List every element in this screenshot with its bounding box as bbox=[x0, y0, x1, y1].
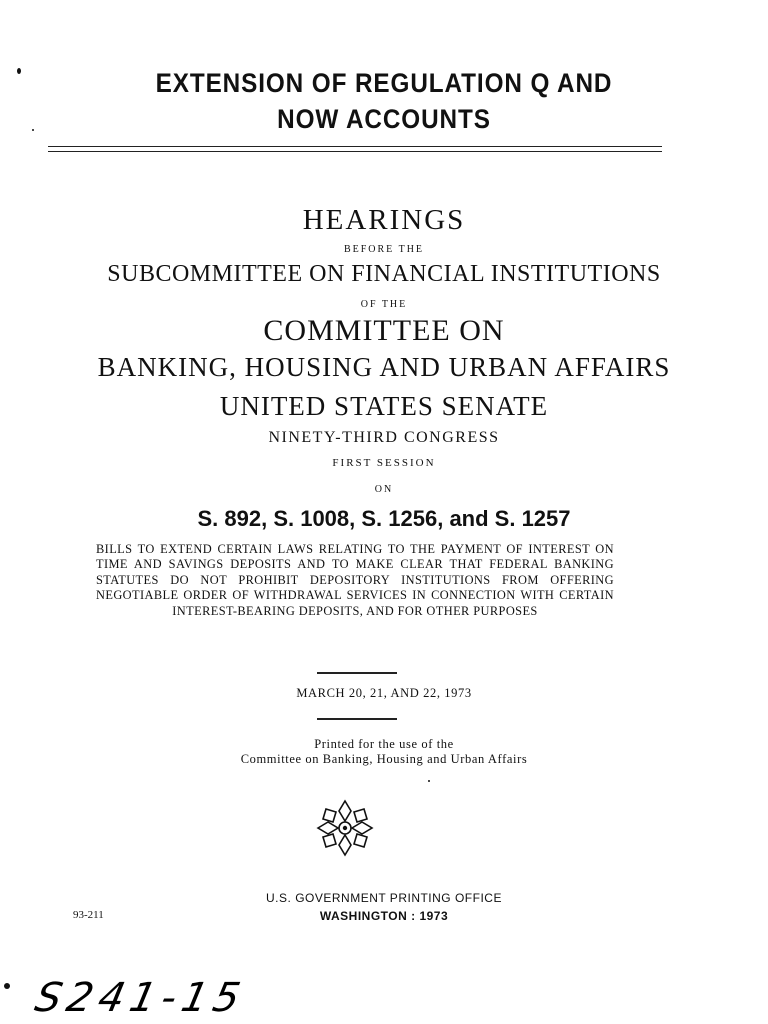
of-the-label: OF THE bbox=[360, 299, 408, 310]
senate-label: UNITED STATES SENATE bbox=[219, 391, 549, 421]
bill-numbers: S. 892, S. 1008, S. 1256, and S. 1257 bbox=[197, 506, 571, 531]
document-number: 93-211 bbox=[73, 909, 104, 921]
scan-speck bbox=[32, 129, 34, 131]
committee-label: COMMITTEE ON bbox=[263, 314, 505, 347]
session-label: FIRST SESSION bbox=[332, 457, 436, 469]
hearings-heading: HEARINGS bbox=[302, 204, 466, 236]
bill-description: BILLS TO EXTEND CERTAIN LAWS RELATING TO THE PAYMENT OF INTEREST ON TIME AND SAVINGS DEPOSITS AND TO MAKE CLEAR THAT FEDERAL BANKING STATUTES DO NOT PROHIBIT DEPOSITORY INSTITUTIONS FROM OFFERING NEGOTIABLE ORDER OF WITHDRAWAL SERVICES IN CONNECTION WITH CERTAIN INTEREST-BEARING DEPOSITS, AND FOR OTHER PURPOSES bbox=[96, 542, 614, 618]
document-title-line-2: NOW ACCOUNTS bbox=[277, 104, 491, 134]
printing-office: U.S. GOVERNMENT PRINTING OFFICE bbox=[266, 891, 502, 905]
document-title-line-1: EXTENSION OF REGULATION Q AND bbox=[155, 68, 613, 98]
divider-rule-2 bbox=[317, 718, 397, 720]
committee-full-name: BANKING, HOUSING AND URBAN AFFAIRS bbox=[97, 352, 671, 382]
scan-speck bbox=[4, 983, 10, 989]
title-double-rule bbox=[48, 146, 662, 152]
publication-place-year: WASHINGTON : 1973 bbox=[319, 909, 449, 923]
scan-speck bbox=[428, 780, 430, 782]
congress-label: NINETY-THIRD CONGRESS bbox=[268, 429, 500, 446]
government-printing-office-seal-icon bbox=[314, 797, 376, 859]
handwritten-note: S241-15 bbox=[31, 975, 250, 1021]
printed-for-line-1: Printed for the use of the bbox=[314, 737, 454, 751]
subcommittee-name: SUBCOMMITTEE ON FINANCIAL INSTITUTIONS bbox=[107, 261, 661, 287]
scan-speck bbox=[17, 68, 21, 74]
hearing-dates: MARCH 20, 21, AND 22, 1973 bbox=[296, 686, 472, 700]
on-label: ON bbox=[374, 484, 394, 495]
divider-rule-1 bbox=[317, 672, 397, 674]
printed-for-line-2: Committee on Banking, Housing and Urban Affairs bbox=[240, 752, 528, 766]
before-the-label: BEFORE THE bbox=[343, 244, 425, 255]
